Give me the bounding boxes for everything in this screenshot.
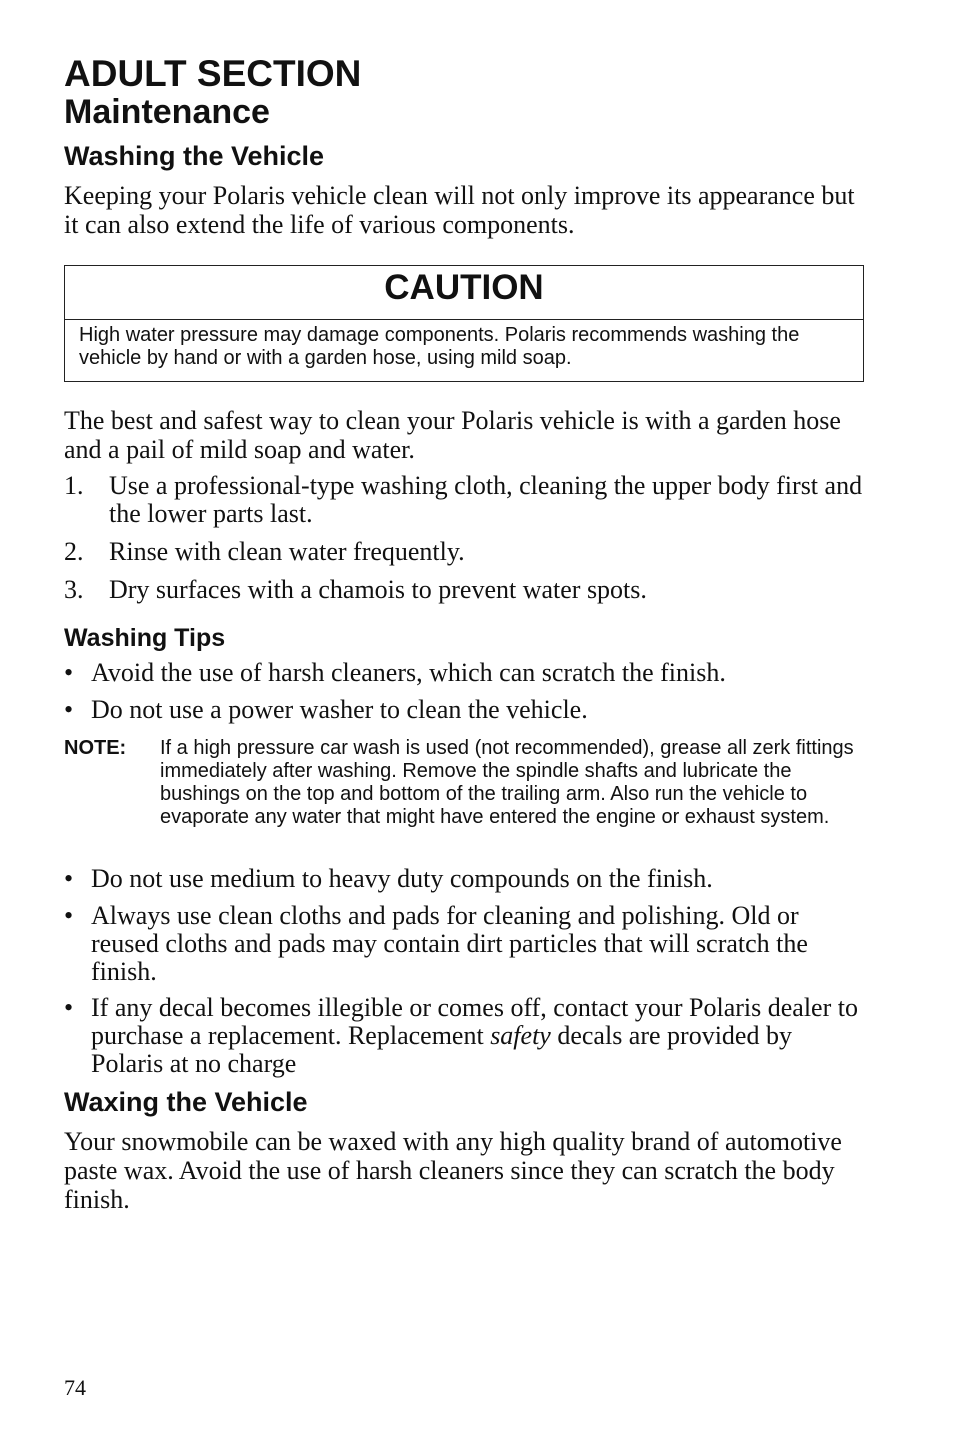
waxing-heading: Waxing the Vehicle bbox=[64, 1087, 308, 1117]
list-text: Use a professional-type washing cloth, cleaning the upper body first and the lower parts last. bbox=[109, 471, 863, 528]
bullet-item bbox=[64, 659, 864, 687]
list-number: 1. bbox=[64, 471, 84, 500]
list-number: 2. bbox=[64, 537, 84, 566]
bullet-text: Always use clean cloths and pads for cleaning and polishing. Old or reused cloths and pads may contain dirt particles that will scratch the finish. bbox=[91, 901, 808, 986]
list-item bbox=[64, 472, 864, 528]
decal-text-start: If any decal becomes illegible or comes off, contact your Polaris dealer to purchase a replacement. Replacement bbox=[91, 993, 858, 1050]
section-title: ADULT SECTION bbox=[64, 53, 362, 94]
caution-title: CAUTION bbox=[65, 266, 863, 320]
page-number: 74 bbox=[64, 1375, 86, 1400]
bullet-glyph: • bbox=[64, 993, 74, 1022]
bullet-glyph: • bbox=[64, 658, 74, 687]
list-text: Rinse with clean water frequently. bbox=[109, 537, 465, 566]
bullet-item bbox=[64, 696, 864, 724]
list-item bbox=[64, 576, 864, 604]
washing-intro: Keeping your Polaris vehicle clean will not only improve its appearance but it can also extend the life of various components. bbox=[64, 181, 855, 239]
washing-heading: Washing the Vehicle bbox=[64, 141, 325, 171]
decal-text-italic: safety bbox=[490, 1021, 551, 1050]
list-item bbox=[64, 538, 864, 566]
bullet-text bbox=[91, 994, 864, 1078]
decal-text-end: decals are provided by Polaris at no charge bbox=[91, 1021, 792, 1078]
subsection-title: Maintenance bbox=[64, 93, 270, 131]
bullet-glyph: • bbox=[64, 901, 74, 930]
washing-tips-heading: Washing Tips bbox=[64, 624, 226, 652]
caution-text: High water pressure may damage components. Polaris recommends washing the vehicle by hand or with a garden hose, using mild soap. bbox=[79, 324, 800, 369]
bullet-item bbox=[64, 994, 864, 1078]
list-number: 3. bbox=[64, 575, 84, 604]
bullet-text: Do not use a power washer to clean the vehicle. bbox=[91, 695, 588, 724]
bullet-glyph: • bbox=[64, 864, 74, 893]
bullet-text: Do not use medium to heavy duty compounds on the finish. bbox=[91, 864, 713, 893]
note-label: NOTE: bbox=[64, 737, 127, 759]
bullet-glyph: • bbox=[64, 695, 74, 724]
waxing-text: Your snowmobile can be waxed with any high quality brand of automotive paste wax. Avoid the use of harsh cleaners since they can scratch the body finish. bbox=[64, 1127, 842, 1214]
caution-box bbox=[64, 265, 864, 382]
bullet-item bbox=[64, 865, 864, 893]
best-way-paragraph: The best and safest way to clean your Polaris vehicle is with a garden hose and a pail of mild soap and water. bbox=[64, 406, 841, 464]
note-block bbox=[64, 737, 864, 829]
bullet-text: Avoid the use of harsh cleaners, which can scratch the finish. bbox=[91, 658, 726, 687]
list-text: Dry surfaces with a chamois to prevent water spots. bbox=[109, 575, 647, 604]
note-text: If a high pressure car wash is used (not recommended), grease all zerk fittings immediately after washing. Remove the spindle shafts and lubricate the bushings on the top and bottom of the trailing arm. Also run the vehicle to evaporate any water that might have entered the engine or exhaust system. bbox=[160, 737, 854, 828]
bullet-item bbox=[64, 902, 864, 986]
